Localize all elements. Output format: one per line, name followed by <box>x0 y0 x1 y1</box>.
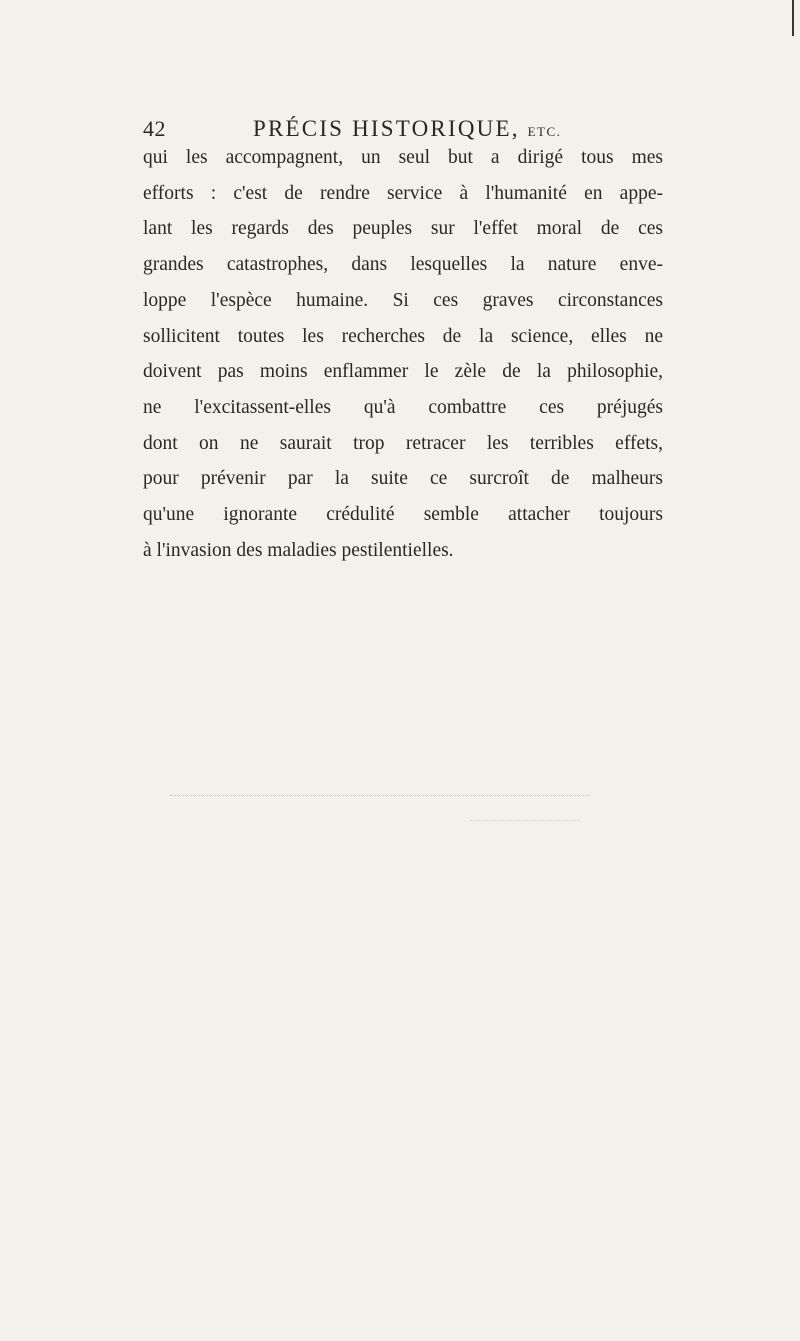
bleed-through-speckle <box>170 795 590 797</box>
text-line: qu'une ignorante crédulité semble attacher toujours <box>143 504 663 526</box>
text-line: lant les regards des peuples sur l'effet moral de ces <box>143 218 663 240</box>
text-line: doivent pas moins enflammer le zèle de la philosophie, <box>143 361 663 383</box>
body-paragraph <box>143 140 663 568</box>
text-line: dont on ne saurait trop retracer les terribles effets, <box>143 432 663 454</box>
text-line: grandes catastrophes, dans lesquelles la nature enve- <box>143 254 663 276</box>
text-line-last: à l'invasion des maladies pestilentielles. <box>143 539 454 561</box>
running-title-etc: ETC. <box>527 124 562 139</box>
page-number: 42 <box>143 116 166 141</box>
bleed-through-speckle <box>470 820 580 822</box>
text-line: ne l'excitassent-elles qu'à combattre ces préjugés <box>143 396 663 418</box>
running-title <box>253 116 561 142</box>
text-line: qui les accompagnent, un seul but a dirigé tous mes <box>143 147 663 168</box>
text-line: pour prévenir par la suite ce surcroît de malheurs <box>143 468 663 490</box>
running-title-text: PRÉCIS HISTORIQUE, <box>253 116 520 141</box>
text-line: efforts : c'est de rendre service à l'humanité en appe- <box>143 182 663 204</box>
text-line: sollicitent toutes les recherches de la science, elles ne <box>143 325 663 347</box>
page-edge-mark <box>792 0 794 36</box>
text-line: loppe l'espèce humaine. Si ces graves circonstances <box>143 289 663 311</box>
